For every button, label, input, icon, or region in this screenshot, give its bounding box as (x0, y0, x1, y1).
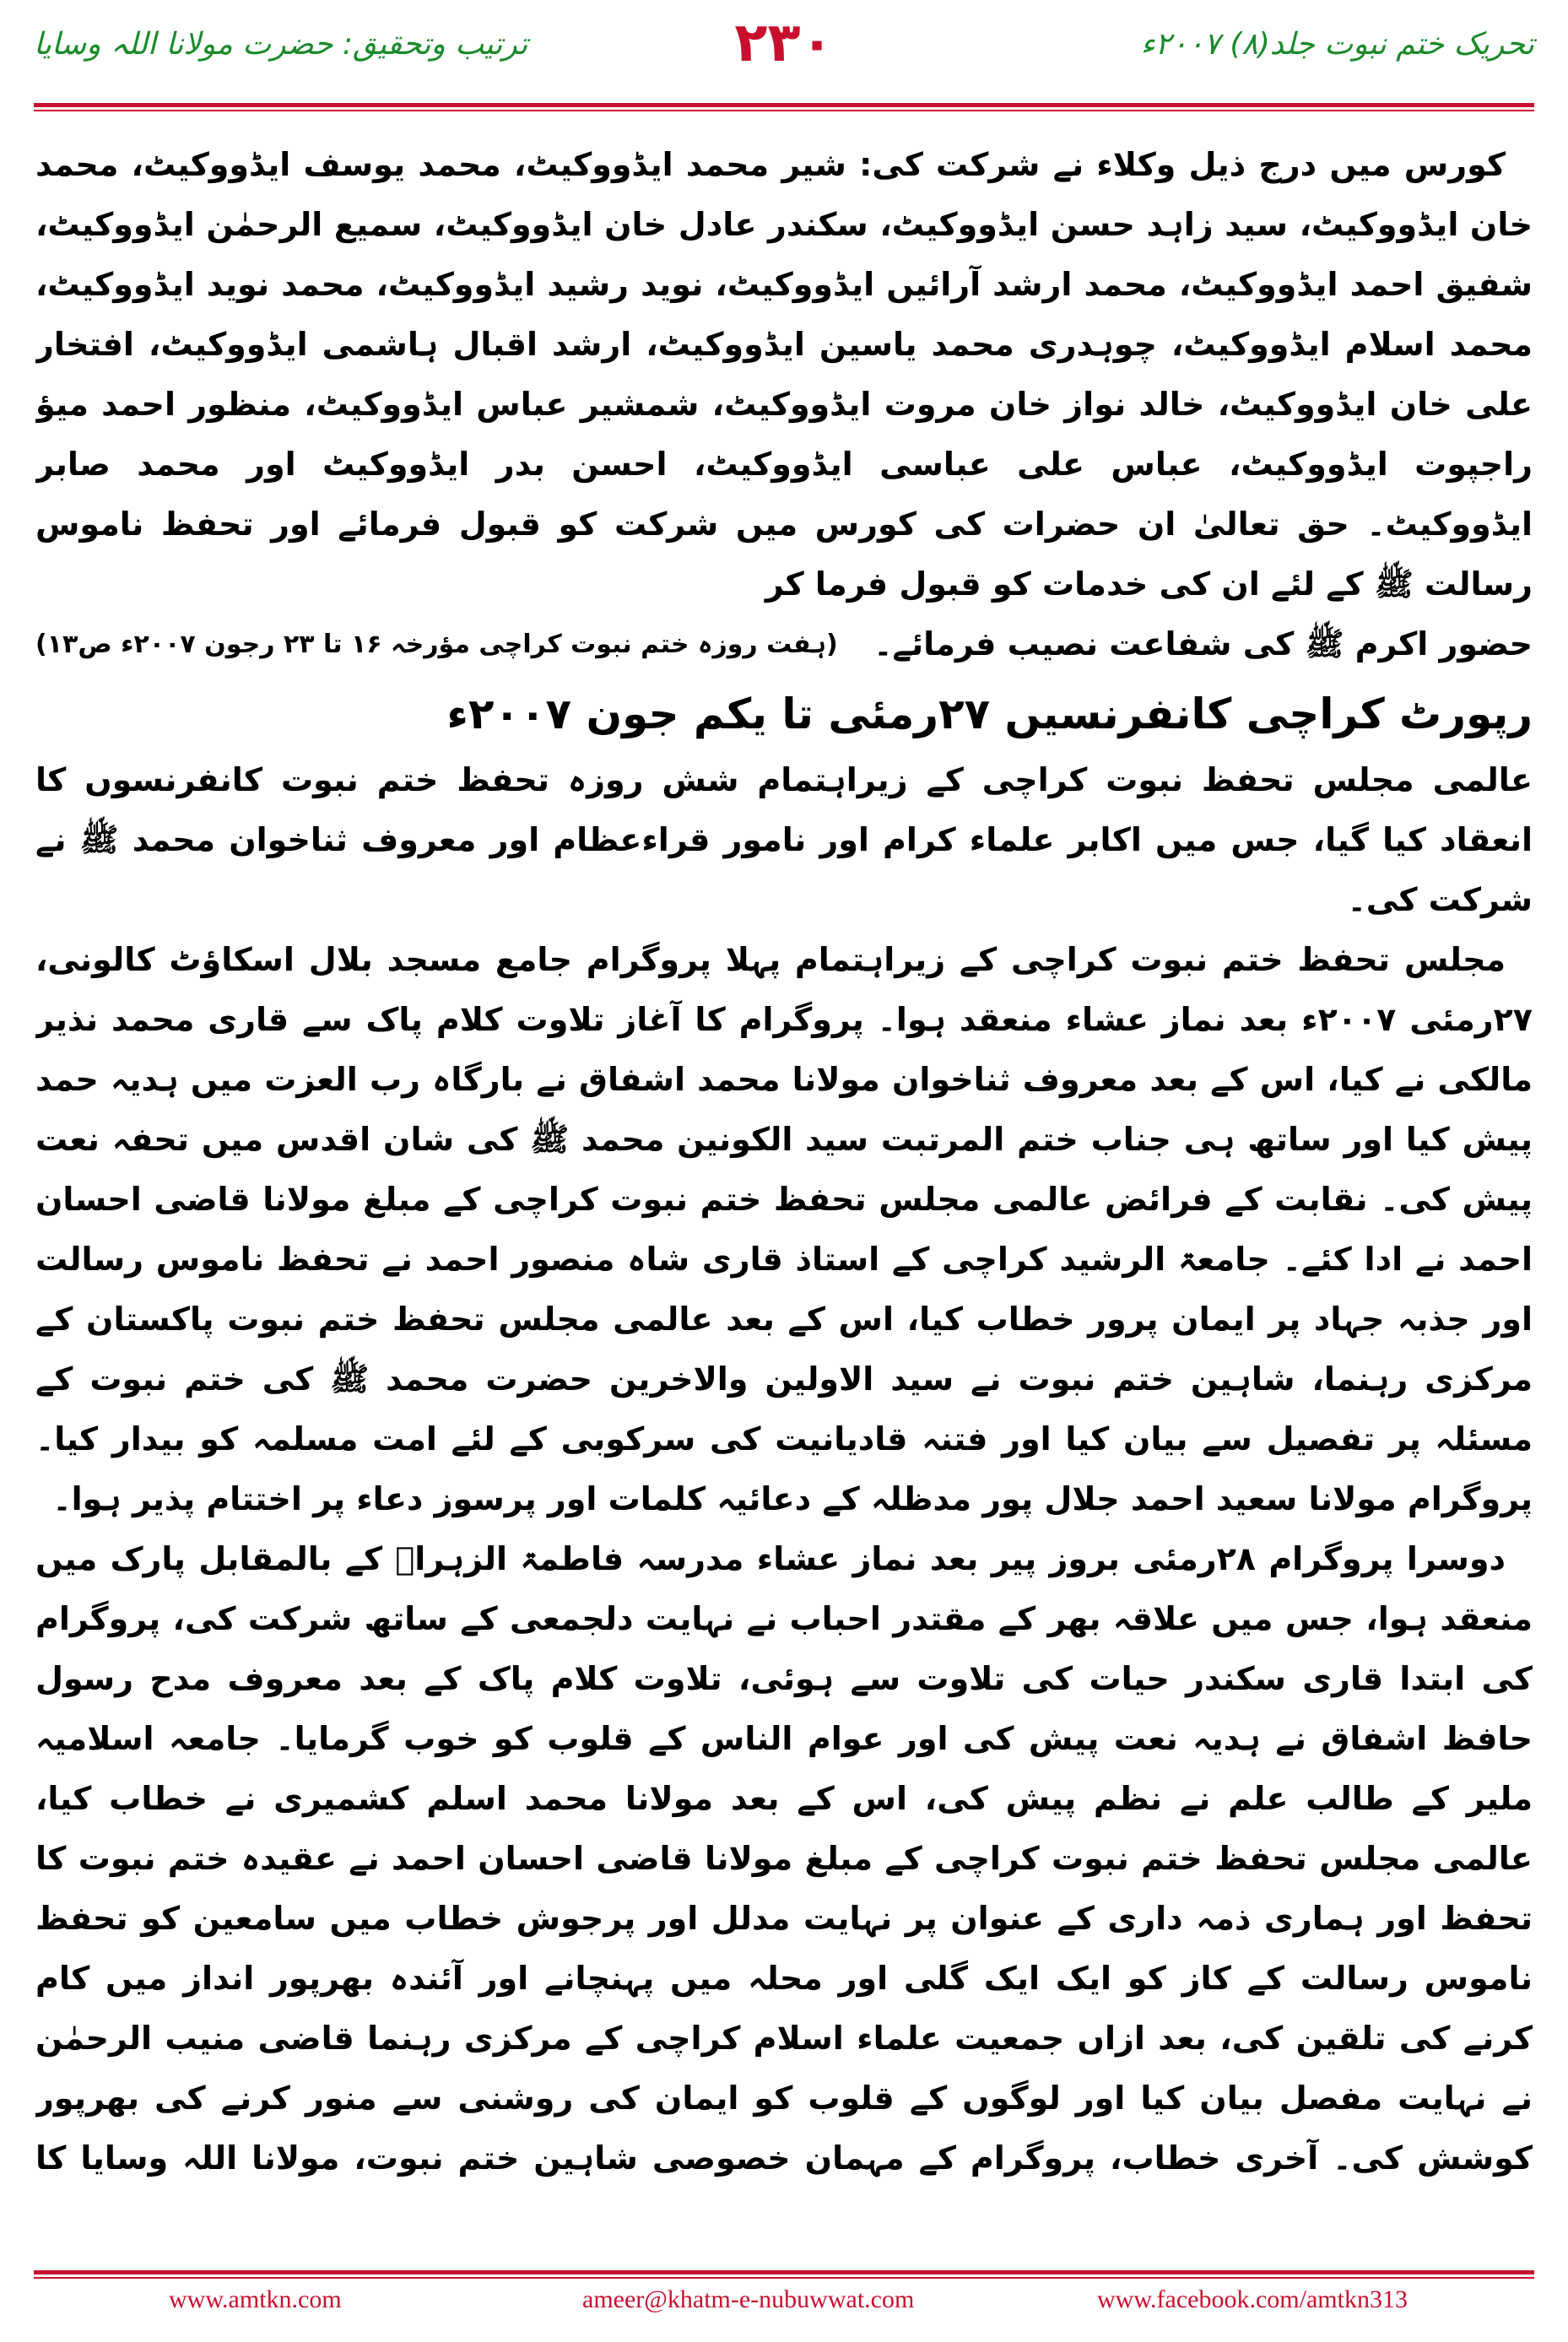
page-number: ۲۳۰ (734, 12, 834, 74)
source-citation: (ہفت روزہ ختم نبوت کراچی مؤرخہ ۱۶ تا ۲۳ رجون ۲۰۰۷ء ص۱۳) (35, 630, 838, 659)
page-footer (34, 2270, 1534, 2321)
paragraph-lawyers-ending (35, 614, 1533, 674)
facebook-link[interactable]: www.facebook.com/amtkn313 (1097, 2285, 1408, 2313)
page-content (35, 135, 1533, 2194)
footer-rule (34, 2270, 1534, 2274)
paragraph-intro: عالمی مجلس تحفظ نبوت کراچی کے زیراہتمام شش روزہ تحفظ ختم نبوت کانفرنسوں کا انعقاد کیا گیا، جس میں اکابر علماء کرام اور نامور قراءعظام اور معروف ثناخوان محمد ﷺ نے شرکت کی۔ (35, 761, 1533, 918)
prayer-line: حضور اکرم ﷺ کی شفاعت نصیب فرمائے۔ (873, 625, 1533, 663)
page-header (0, 0, 1568, 101)
website-link[interactable]: www.amtkn.com (169, 2285, 342, 2313)
compiler-credit: ترتیب وتحقیق: حضرت مولانا اللہ وسایا (34, 27, 528, 62)
header-rule (34, 103, 1534, 107)
paragraph-first-program: مجلس تحفظ ختم نبوت کراچی کے زیراہتمام پہلا پروگرام جامع مسجد بلال اسکاؤٹ کالونی، ۲۷رمئی ۲۰۰۷ء بعد نماز عشاء منعقد ہوا۔ پروگرام کا آغاز تلاوت کلام پاک سے قاری محمد نذیر مالکی نے کیا، اس کے بعد معروف ثناخوان مولانا محمد اشفاق نے بارگاہ رب العزت میں ہدیہ حمد پیش کیا اور ساتھ ہی جناب ختم المرتبت سید الکونین محمد ﷺ کی شان اقدس میں تحفہ نعت پیش کی۔ نقابت کے فرائض عالمی مجلس تحفظ ختم نبوت کراچی کے مبلغ مولانا قاضی احسان احمد نے ادا کئے۔ جامعۃ الرشید کراچی کے استاذ قاری شاہ منصور احمد نے تحفظ ناموس رسالت اور جذبہ جہاد پر ایمان پرور خطاب کیا، اس کے بعد عالمی مجلس تحفظ ختم نبوت پاکستان کے مرکزی رہنما، شاہین ختم نبوت نے سید الاولین والاخرین حضرت محمد ﷺ کی ختم نبوت کے مسئلہ پر تفصیل سے بیان کیا اور فتنہ قادیانیت کی سرکوبی کے لئے امت مسلمہ کو بیدار کیا۔ پروگرام مولانا سعید احمد جلال پور مدظلہ کے دعائیہ کلمات اور پرسوز دعاء پر اختتام پذیر ہوا۔ (35, 941, 1533, 1517)
header-rule-thin (34, 110, 1534, 111)
section-title: رپورٹ کراچی کانفرنسیں ۲۷رمئی تا یکم جون ۲۰۰۷ء (446, 690, 1533, 738)
book-title: تحریک ختم نبوت جلد(۸) ۲۰۰۷ء (1140, 27, 1534, 62)
paragraph-second-program: دوسرا پروگرام ۲۸رمئی بروز پیر بعد نماز عشاء مدرسہ فاطمۃ الزہراؓ کے بالمقابل پارک میں منعقد ہوا، جس میں علاقہ بھر کے مقتدر احباب نے نہایت دلجمعی کے ساتھ شرکت کی، پروگرام کی ابتدا قاری سکندر حیات کی تلاوت سے ہوئی، تلاوت کلام پاک کے بعد معروف مدح رسول حافظ اشفاق نے ہدیہ نعت پیش کی اور عوام الناس کے قلوب کو خوب گرمایا۔ جامعہ اسلامیہ ملیر کے طالب علم نے نظم پیش کی، اس کے بعد مولانا محمد اسلم کشمیری نے خطاب کیا، عالمی مجلس تحفظ ختم نبوت کراچی کے مبلغ مولانا قاضی احسان احمد نے عقیدہ ختم نبوت کا تحفظ اور ہماری ذمہ داری کے عنوان پر نہایت مدلل اور پرجوش خطاب میں سامعین کو تحفظ ناموس رسالت کے کاز کو ایک ایک گلی اور محلہ میں پہنچانے اور آئندہ بھرپور انداز میں کام کرنے کی تلقین کی، بعد ازاں جمعیت علماء اسلام کراچی کے مرکزی رہنما قاضی منیب الرحمٰن نے نہایت مفصل بیان کیا اور لوگوں کے قلوب کو ایمان کی روشنی سے منور کرنے کی بھرپور کوشش کی۔ آخری خطاب، پروگرام کے مہمان خصوصی شاہین ختم نبوت، مولانا اللہ وسایا کا (35, 1540, 1533, 2177)
paragraph-lawyers: کورس میں درج ذیل وکلاء نے شرکت کی: شیر محمد ایڈووکیٹ، محمد یوسف ایڈووکیٹ، محمد خان ایڈووکیٹ، سید زاہد حسن ایڈووکیٹ، سکندر عادل خان ایڈووکیٹ، سمیع الرحمٰن ایڈووکیٹ، شفیق احمد ایڈووکیٹ، محمد ارشد آرائیں ایڈووکیٹ، نوید رشید ایڈووکیٹ، محمد نوید ایڈووکیٹ، محمد اسلام ایڈووکیٹ، چوہدری محمد یاسین ایڈووکیٹ، ارشد اقبال ہاشمی ایڈووکیٹ، افتخار علی خان ایڈووکیٹ، خالد نواز خان مروت ایڈووکیٹ، شمشیر عباس ایڈووکیٹ، منظور احمد میؤ راجپوت ایڈووکیٹ، عباس علی عباسی ایڈووکیٹ، احسن بدر ایڈووکیٹ اور محمد صابر ایڈووکیٹ۔ حق تعالیٰ ان حضرات کی کورس میں شرکت کو قبول فرمائے اور تحفظ ناموس رسالت ﷺ کے لئے ان کی خدمات کو قبول فرما کر (35, 146, 1533, 603)
email-link[interactable]: ameer@khatm-e-nubuwwat.com (582, 2285, 915, 2313)
footer-rule-thin (34, 2277, 1534, 2279)
